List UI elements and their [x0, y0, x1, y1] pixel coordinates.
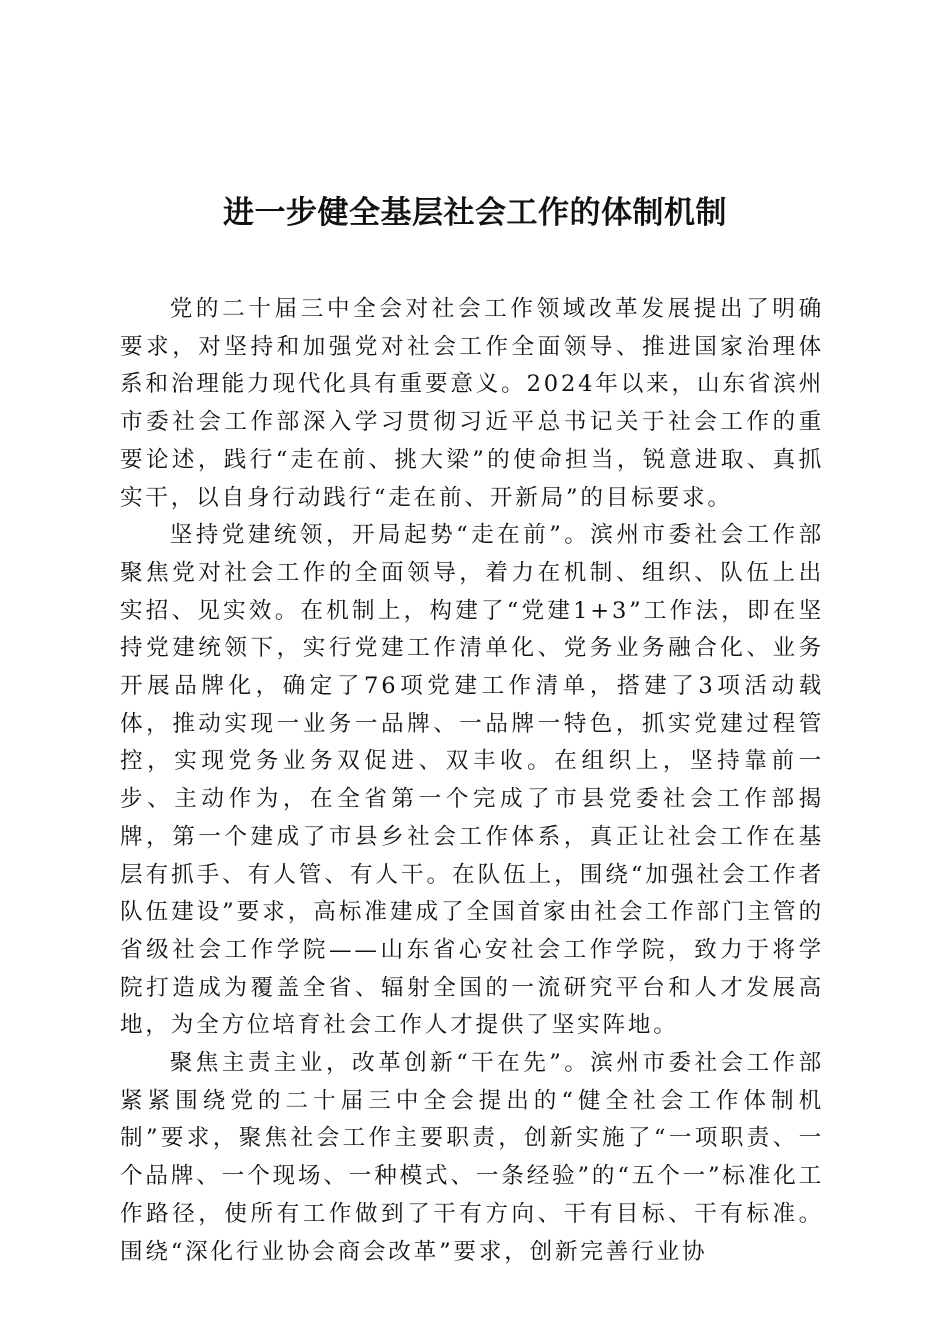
- document-title: 进一步健全基层社会工作的体制机制: [223, 195, 727, 231]
- body-paragraph: 聚焦主责主业，改革创新“干在先”。滨州市委社会工作部紧紧围绕党的二十届三中全会提出的“健全社会工作体制机制”要求，聚焦社会工作主要职责，创新实施了“一项职责、一个品牌、一个现场、一种模式、一条经验”的“五个一”标准化工作路径，使所有工作做到了干有方向、干有目标、干有标准。围绕“深化行业协会商会改革”要求，创新完善行业协: [120, 1050, 824, 1265]
- body-paragraph: 坚持党建统领，开局起势“走在前”。滨州市委社会工作部聚焦党对社会工作的全面领导，着力在机制、组织、队伍上出实招、见实效。在机制上，构建了“党建1+3”工作法，即在坚持党建统领下，实行党建工作清单化、党务业务融合化、业务开展品牌化，确定了76项党建工作清单，搭建了3项活动载体，推动实现一业务一品牌、一品牌一特色，抓实党建过程管控，实现党务业务双促进、双丰收。在组织上，坚持靠前一步、主动作为，在全省第一个完成了市县党委社会工作部揭牌，第一个建成了市县乡社会工作体系，真正让社会工作在基层有抓手、有人管、有人干。在队伍上，围绕“加强社会工作者队伍建设”要求，高标准建成了全国首家由社会工作部门主管的省级社会工作学院——山东省心安社会工作学院，致力于将学院打造成为覆盖全省、辐射全国的一流研究平台和人才发展高地，为全方位培育社会工作人才提供了坚实阵地。: [120, 522, 824, 1039]
- body-paragraph: 党的二十届三中全会对社会工作领域改革发展提出了明确要求，对坚持和加强党对社会工作全面领导、推进国家治理体系和治理能力现代化具有重要意义。2024年以来，山东省滨州市委社会工作部深入学习贯彻习近平总书记关于社会工作的重要论述，践行“走在前、挑大梁”的使命担当，锐意进取、真抓实干，以自身行动践行“走在前、开新局”的目标要求。: [120, 296, 824, 511]
- document-body: [120, 291, 824, 1271]
